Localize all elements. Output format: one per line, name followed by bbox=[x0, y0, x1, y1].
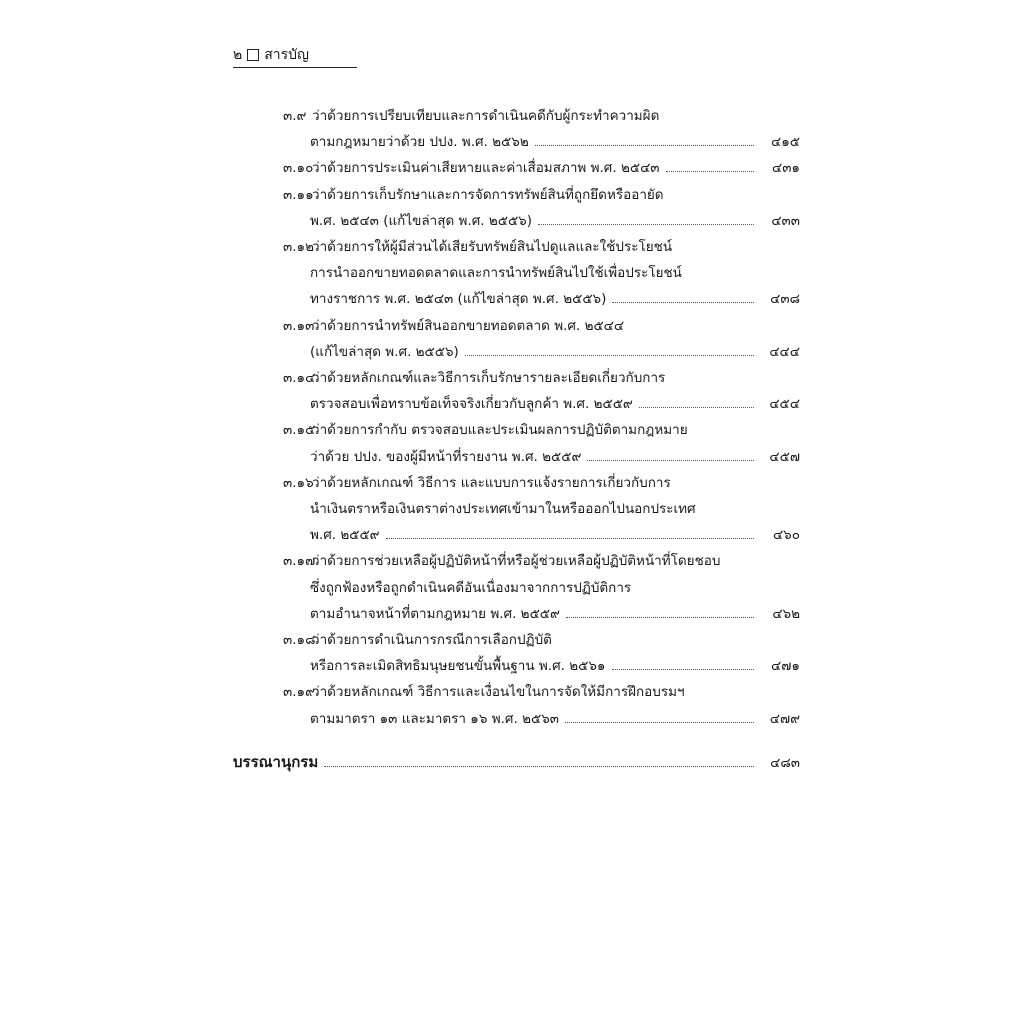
toc-entry-line bbox=[310, 392, 800, 414]
toc-entry-line bbox=[310, 707, 800, 729]
toc-entry-line bbox=[310, 209, 800, 231]
toc-entry-line bbox=[310, 523, 800, 545]
toc-entry-number: ๓.๑๕ bbox=[283, 422, 316, 439]
toc-entry-title: ตามมาตรา ๑๓ และมาตรา ๑๖ พ.ศ. ๒๕๖๓ bbox=[310, 710, 559, 727]
toc-entry-line bbox=[310, 576, 631, 598]
toc-entry-title: หรือการละเมิดสิทธิมนุษยชนขั้นพื้นฐาน พ.ศ. ๒๕๖๑ bbox=[310, 658, 606, 675]
toc-entry-line bbox=[283, 183, 664, 205]
toc-page-number: ๔๓๑ bbox=[771, 160, 800, 177]
toc-entry-title: การนำออกขายทอดตลาดและการนำทรัพย์สินไปใช้เพื่อประโยชน์ bbox=[310, 265, 682, 282]
toc-entry-line bbox=[310, 497, 696, 519]
toc-entry-title: ตรวจสอบเพื่อทราบข้อเท็จจริงเกี่ยวกับลูกค้า พ.ศ. ๒๕๕๙ bbox=[310, 396, 633, 413]
toc-entry-title: ว่าด้วย ปปง. ของผู้มีหน้าที่รายงาน พ.ศ. ๒๕๕๙ bbox=[310, 448, 582, 465]
toc-entry-number: ๓.๑๘ bbox=[283, 632, 316, 648]
toc-entry-line bbox=[283, 628, 552, 650]
running-header bbox=[233, 43, 357, 68]
toc-entry-title: ว่าด้วยการให้ผู้มีส่วนได้เสียรับทรัพย์สินไปดูแลและใช้ประโยชน์ bbox=[312, 239, 673, 255]
toc-page-number: ๔๖๒ bbox=[772, 605, 800, 622]
toc-bibliography bbox=[233, 750, 800, 774]
bibliography-label: บรรณานุกรม bbox=[233, 753, 319, 771]
toc-page-number: ๔๔๔ bbox=[769, 343, 800, 360]
toc-entry-line bbox=[283, 418, 688, 440]
header-page-number: ๒ bbox=[233, 47, 243, 63]
toc-entry-line bbox=[310, 287, 800, 309]
header-title: สารบัญ bbox=[264, 47, 309, 63]
toc-entry-line bbox=[310, 130, 800, 152]
toc-page-number: ๔๕๔ bbox=[769, 396, 800, 413]
dot-leader bbox=[538, 223, 754, 225]
toc-entry-title: ว่าด้วยการประเมินค่าเสียหายและค่าเสื่อมสภาพ พ.ศ. ๒๕๔๓ bbox=[312, 160, 660, 177]
toc-entry-line bbox=[283, 366, 666, 388]
toc-entry-line bbox=[283, 314, 625, 336]
toc-entry-number: ๓.๑๑ bbox=[283, 186, 314, 203]
toc-entry-line bbox=[283, 104, 660, 126]
toc-entry-title: (แก้ไขล่าสุด พ.ศ. ๒๕๕๖) bbox=[310, 343, 459, 360]
toc-entry-title: ว่าด้วยการช่วยเหลือผู้ปฏิบัติหน้าที่หรือผู้ช่วยเหลือผู้ปฏิบัติหน้าที่โดยชอบ bbox=[312, 553, 721, 570]
toc-entry-number: ๓.๙ bbox=[283, 108, 307, 124]
toc-entry-title: ว่าด้วยการเก็บรักษาและการจัดการทรัพย์สินที่ถูกยึดหรืออายัด bbox=[312, 186, 664, 203]
dot-leader bbox=[566, 616, 754, 618]
toc-page-number: ๔๓๓ bbox=[771, 212, 800, 229]
toc-page-number: ๔๗๑ bbox=[771, 658, 800, 675]
toc-page-number: ๔๘๓ bbox=[770, 755, 800, 771]
toc-entry-title: ว่าด้วยการนำทรัพย์สินออกขายทอดตลาด พ.ศ. ๒๕๔๔ bbox=[312, 317, 625, 334]
toc-entry-number: ๓.๑๖ bbox=[283, 474, 314, 491]
toc-entry-title: ตามกฎหมายว่าด้วย ปปง. พ.ศ. ๒๕๖๒ bbox=[310, 134, 529, 151]
dot-leader bbox=[587, 459, 754, 461]
toc-entry-line bbox=[310, 445, 800, 467]
toc-entry-line bbox=[283, 549, 721, 571]
toc-entry-title: ซึ่งถูกฟ้องหรือถูกดำเนินคดีอันเนื่องมาจากการปฏิบัติการ bbox=[310, 579, 632, 596]
toc-entry-line bbox=[310, 261, 682, 283]
toc-page-number: ๔๕๗ bbox=[769, 448, 800, 465]
toc-page-number: ๔๑๕ bbox=[770, 134, 800, 151]
toc-page-number: ๔๗๙ bbox=[769, 710, 800, 727]
toc-entry-line bbox=[283, 235, 673, 257]
toc-entry-title: พ.ศ. ๒๕๕๙ bbox=[310, 527, 380, 544]
dot-leader bbox=[565, 721, 754, 723]
toc-entry-line bbox=[283, 156, 800, 178]
toc-entry-title: ว่าด้วยหลักเกณฑ์และวิธีการเก็บรักษารายละเอียดเกี่ยวกับการ bbox=[312, 370, 666, 386]
toc-entry-line bbox=[283, 680, 685, 702]
dot-leader bbox=[666, 170, 754, 172]
dot-leader bbox=[465, 354, 754, 356]
toc-entry-number: ๓.๑๙ bbox=[283, 684, 315, 701]
toc-entry-number: ๓.๑๓ bbox=[283, 317, 315, 334]
toc-entry-line bbox=[283, 471, 671, 493]
toc-entry-line bbox=[310, 602, 800, 624]
toc-entry-number: ๓.๑๒ bbox=[283, 239, 314, 255]
square-bullet-icon bbox=[247, 49, 259, 61]
toc-entry-title: ว่าด้วยการกำกับ ตรวจสอบและประเมินผลการปฏิบัติตามกฎหมาย bbox=[312, 422, 688, 439]
toc-entry-title: พ.ศ. ๒๕๔๓ (แก้ไขล่าสุด พ.ศ. ๒๕๕๖) bbox=[310, 212, 533, 229]
dot-leader bbox=[535, 144, 754, 146]
toc-page-number: ๔๖๐ bbox=[772, 527, 800, 544]
toc-entry-number: ๓.๑๔ bbox=[283, 370, 316, 386]
toc-entry-line bbox=[310, 340, 800, 362]
dot-leader bbox=[612, 301, 754, 303]
toc-page-number: ๔๓๘ bbox=[770, 291, 800, 308]
toc-entry-title: ว่าด้วยการเปรียบเทียบและการดำเนินคดีกับผู้กระทำความผิด bbox=[312, 108, 660, 124]
toc-entry-title: ตามอำนาจหน้าที่ตามกฎหมาย พ.ศ. ๒๕๕๙ bbox=[310, 605, 560, 622]
dot-leader bbox=[324, 765, 754, 767]
dot-leader bbox=[386, 537, 754, 539]
dot-leader bbox=[612, 668, 754, 670]
dot-leader bbox=[639, 406, 754, 408]
toc-entry-title: ว่าด้วยหลักเกณฑ์ วิธีการและเงื่อนไขในการจัดให้มีการฝึกอบรมฯ bbox=[312, 684, 685, 701]
toc-entry-title: ทางราชการ พ.ศ. ๒๕๔๓ (แก้ไขล่าสุด พ.ศ. ๒๕๕๖) bbox=[310, 291, 607, 308]
toc-entry-title: ว่าด้วยหลักเกณฑ์ วิธีการ และแบบการแจ้งรายการเกี่ยวกับการ bbox=[312, 474, 671, 491]
toc-entry-title: ว่าด้วยการดำเนินการกรณีการเลือกปฏิบัติ bbox=[312, 632, 552, 648]
toc-entry-line bbox=[310, 654, 800, 676]
toc-entry-number: ๓.๑๗ bbox=[283, 553, 316, 570]
toc-entry-title: นำเงินตราหรือเงินตราต่างประเทศเข้ามาในหรือออกไปนอกประเทศ bbox=[310, 501, 696, 517]
toc-entry-number: ๓.๑๐ bbox=[283, 160, 314, 177]
